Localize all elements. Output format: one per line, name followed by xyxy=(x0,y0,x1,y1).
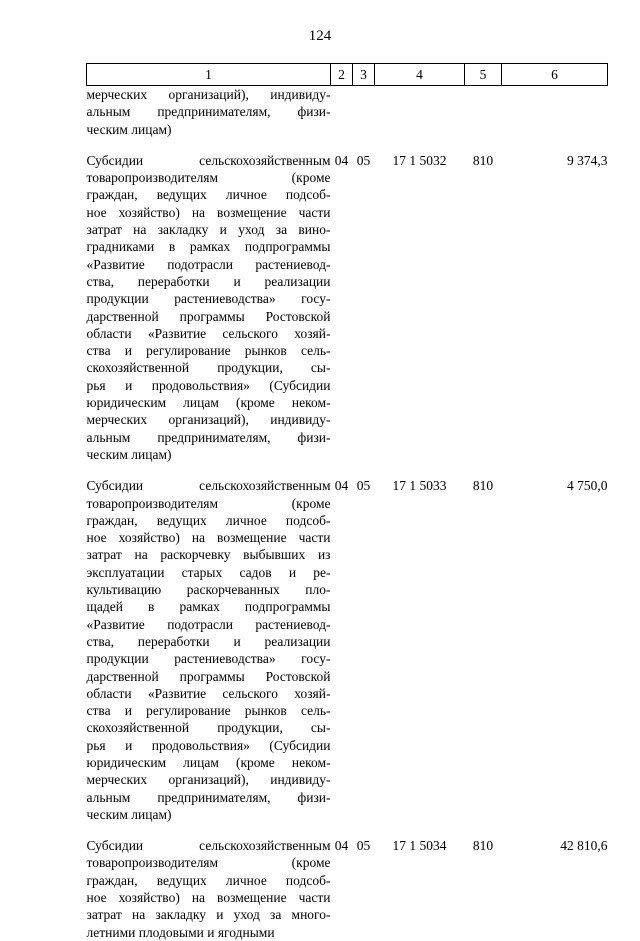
text-line: мерческих организаций), индивиду- xyxy=(86,412,331,428)
text-line: градниками в рамках подпрограммы xyxy=(86,239,331,255)
subsection-code: 05 xyxy=(356,152,371,168)
text-line: ческим лицам) xyxy=(86,121,172,137)
header-col-3: 3 xyxy=(353,64,375,86)
text-line: рья и продовольствия» (Субсидии xyxy=(86,377,331,393)
expense-type-code: 810 xyxy=(472,152,494,168)
text-line: альным предпринимателям, физи- xyxy=(86,789,331,805)
text-line: Субсидии сельскохозяйственным xyxy=(86,838,331,854)
text-line: затрат на закладку и уход за много- xyxy=(86,907,331,923)
section-code: 04 xyxy=(334,152,349,168)
text-line: мерческих организаций), индивиду- xyxy=(86,772,331,788)
amount-value: 9 374,3 xyxy=(567,152,608,168)
section-code: 04 xyxy=(334,838,349,854)
text-line: товаропроизводителям (кроме xyxy=(86,495,331,511)
text-line: скохозяйственной продукции, сы- xyxy=(86,360,331,376)
continuation-text xyxy=(87,86,331,138)
text-line: затрат на раскорчевку выбывших из xyxy=(86,547,331,563)
text-line: ное хозяйство) на возмещение части xyxy=(86,530,331,546)
target-article-code: 17 1 5033 xyxy=(392,478,447,494)
text-line: «Развитие подотрасли растениевод- xyxy=(86,256,331,272)
header-col-1: 1 xyxy=(87,64,331,86)
text-line: юридическим лицам (кроме неком- xyxy=(86,754,331,770)
text-line: ческим лицам) xyxy=(86,446,172,462)
text-line: эксплуатации старых садов и ре- xyxy=(86,564,331,580)
text-line: «Развитие подотрасли растениевод- xyxy=(86,616,331,632)
text-line: ное хозяйство) на возмещение части xyxy=(86,204,331,220)
text-line: ства и регулирование рынков сель- xyxy=(86,703,331,719)
text-line: продукции растениеводства» госу- xyxy=(86,291,331,307)
subsection-code: 05 xyxy=(356,838,371,854)
text-line: граждан, ведущих личное подсоб- xyxy=(86,872,331,888)
amount-value: 42 810,6 xyxy=(560,838,608,854)
amount-value: 4 750,0 xyxy=(567,478,608,494)
text-line: щадей в рамках подпрограммы xyxy=(86,599,331,615)
continuation-row xyxy=(87,86,608,138)
text-line: ства и регулирование рынков сель- xyxy=(86,343,331,359)
section-code: 04 xyxy=(334,478,349,494)
page-number: 124 xyxy=(308,28,332,44)
text-line: дарственной программы Ростовской xyxy=(86,308,331,324)
text-line: области «Развитие сельского хозяй- xyxy=(86,685,331,701)
row-spacer xyxy=(87,823,608,837)
row-spacer xyxy=(87,463,608,477)
budget-table xyxy=(86,63,608,941)
text-line: области «Развитие сельского хозяй- xyxy=(86,325,331,341)
text-line: альным предпринимателям, физи- xyxy=(86,429,331,445)
row-description xyxy=(87,477,331,823)
row-spacer xyxy=(87,138,608,152)
table-header-row xyxy=(87,64,608,86)
text-line: Субсидии сельскохозяйственным xyxy=(86,478,331,494)
row-description xyxy=(87,837,331,941)
text-line: продукции растениеводства» госу- xyxy=(86,651,331,667)
text-line: дарственной программы Ростовской xyxy=(86,668,331,684)
text-line: летними плодовыми и ягодными xyxy=(86,924,275,940)
header-col-2: 2 xyxy=(331,64,353,86)
table-row xyxy=(87,477,608,823)
text-line: ства, переработки и реализации xyxy=(86,633,331,649)
text-line: рья и продовольствия» (Субсидии xyxy=(86,737,331,753)
text-line: ческим лицам) xyxy=(86,806,172,822)
text-line: скохозяйственной продукции, сы- xyxy=(86,720,331,736)
table-row xyxy=(87,152,608,463)
text-line: затрат на закладку и уход за вино- xyxy=(86,222,331,238)
expense-type-code: 810 xyxy=(472,838,494,854)
header-col-5: 5 xyxy=(465,64,502,86)
text-line: ства, переработки и реализации xyxy=(86,273,331,289)
header-col-4: 4 xyxy=(375,64,465,86)
target-article-code: 17 1 5034 xyxy=(392,838,447,854)
row-description xyxy=(87,152,331,463)
text-line: ное хозяйство) на возмещение части xyxy=(86,890,331,906)
table-body xyxy=(87,86,608,941)
text-line: граждан, ведущих личное подсоб- xyxy=(86,512,331,528)
text-line: Субсидии сельскохозяйственным xyxy=(86,152,331,168)
text-line: товаропроизводителям (кроме xyxy=(86,855,331,871)
text-line: мерческих организаций), индивиду- xyxy=(86,87,331,102)
table-row xyxy=(87,837,608,941)
text-line: товаропроизводителям (кроме xyxy=(86,170,331,186)
subsection-code: 05 xyxy=(356,478,371,494)
text-line: альным предпринимателям, физи- xyxy=(86,104,331,120)
target-article-code: 17 1 5032 xyxy=(392,152,447,168)
header-col-6: 6 xyxy=(502,64,608,86)
text-line: культивацию раскорчеванных пло- xyxy=(86,582,331,598)
text-line: юридическим лицам (кроме неком- xyxy=(86,395,331,411)
expense-type-code: 810 xyxy=(472,478,494,494)
text-line: граждан, ведущих личное подсоб- xyxy=(86,187,331,203)
